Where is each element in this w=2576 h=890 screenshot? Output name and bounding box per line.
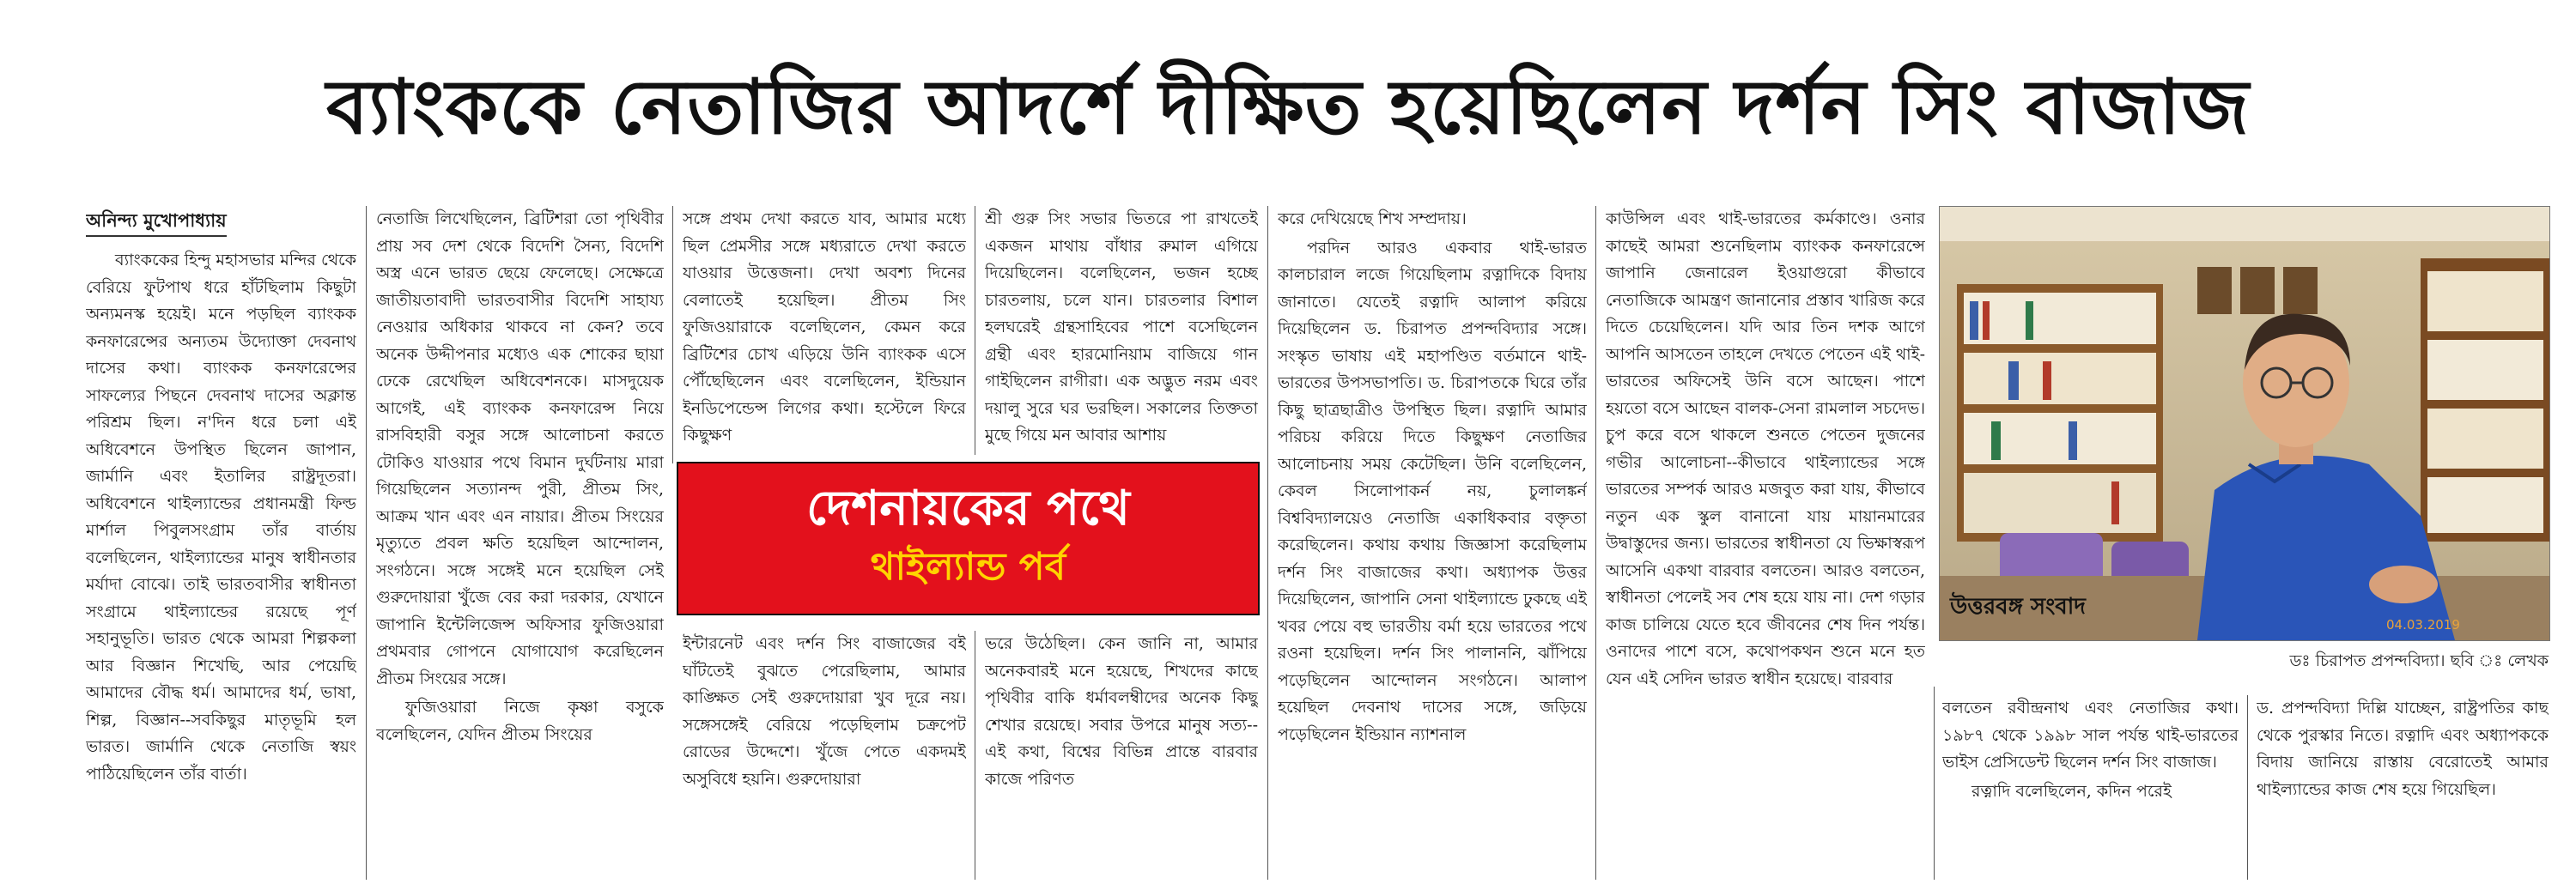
- article-photo: [1939, 206, 2550, 641]
- paragraph: সঙ্গে প্রথম দেখা করতে যাব, আমার মধ্যে ছিল প্রেমসীর সঙ্গে মধ্যরাতে দেখা করতে যাওয়ার উত্তেজনা। দেখা অবশ্য দিনের বেলাতেই হয়েছিল। প্রীতম সিং ফুজিওয়ারাকে বলেছিলেন, কেমন করে ব্রিটিশের চোখ এড়িয়ে উনি ব্যাংকক এসে পৌঁছেছিলেন এবং বলেছিলেন, ইন্ডিয়ান ইনডিপেন্ডেন্স লিগের কথা। হস্টেলে ফিরে কিছুক্ষণ: [683, 209, 966, 445]
- paragraph: ফুজিওয়ারা নিজে কৃষ্ণা বসুকে বলেছিলেন, যেদিন প্রীতম সিংয়ের: [376, 698, 664, 744]
- banner-subtitle: থাইল্যান্ড পর্ব: [870, 545, 1066, 589]
- column-rule: [366, 206, 367, 880]
- portrait-photo-illustration: [1940, 207, 2549, 640]
- article-column-1: [86, 206, 356, 884]
- paragraph: কাউন্সিল এবং থাই-ভারতের কর্মকাণ্ডে। ওনার কাছেই আমরা শুনেছিলাম ব্যাংকক কনফারেন্সে জাপানি জেনারেল ইওয়াগুরো কীভাবে নেতাজিকে আমন্ত্রণ জানানোর প্রস্তাব খারিজ করে দিতে চেয়েছিলেন। যদি আর তিন দশক আগে আপনি আসতেন তাহলে দেখতে পেতেন এই থাই-ভারতের অফিসেই উনি বসে আছেন। পাশে হয়তো বসে আছেন বালক-সেনা রামলাল সচদেভ। চুপ করে বসে থাকলে শুনতে পেতেন দুজনের গভীর আলোচনা--কীভাবে থাইল্যান্ডের সঙ্গে ভারতের সম্পর্ক আরও মজবুত করা যায়, কীভাবে নতুন এক স্কুল বানানো যায় মায়ানমারের উদ্বাস্তুদের জন্য। ভারতের স্বাধীনতা যে ভিক্ষাস্বরূপ আসেনি একথা বারবার বলতেন। আরও বলতেন, স্বাধীনতা পেলেই সব শেষ হয়ে যায় না। দেশ গড়ার কাজ চালিয়ে যেতে হবে জীবনের শেষ দিন পর্যন্ত। ওনাদের পাশে বসে, কথোপকথন শুনে মনে হত যেন এই সেদিন ভারত স্বাধীন হয়েছে। বারবার: [1606, 209, 1925, 688]
- article-column-4-bottom: [985, 631, 1258, 884]
- paragraph: বলতেন রবীন্দ্রনাথ এবং নেতাজির কথা। ১৯৮৭ থেকে ১৯৯৮ সাল পর্যন্ত থাই-ভারতের ভাইস প্রেসিডেন্ট ছিলেন দর্শন সিং বাজাজ।: [1942, 699, 2239, 772]
- headline: ব্যাংককে নেতাজির আদর্শে দীক্ষিত হয়েছিলেন দর্শন সিং বাজাজ: [325, 63, 2251, 151]
- paragraph: ভরে উঠেছিল। কেন জানি না, আমার অনেকবারই মনে হয়েছে, শিখদের কাছে পৃথিবীর বাকি ধর্মাবলম্বীদের অনেক কিছু শেখার রয়েছে। সবার উপরে মানুষ সত্য--এই কথা, বিশ্বের বিভিন্ন প্রান্তে বারবার কাজে পরিণত: [985, 634, 1258, 789]
- column-rule: [2247, 695, 2248, 880]
- paragraph: ইন্টারনেট এবং দর্শন সিং বাজাজের বই ঘাঁটতেই বুঝতে পেরেছিলাম, আমার কাঙ্ক্ষিত সেই গুরুদোয়ারা খুব দূরে নয়। সঙ্গেসঙ্গেই বেরিয়ে পড়েছিলাম চক্রপেট রোডের উদ্দেশে। খুঁজে পেতে একদমই অসুবিধে হয়নি। গুরুদোয়ারা: [683, 634, 966, 789]
- banner-title: দেশনায়কের পথে: [806, 481, 1130, 536]
- photo-caption: ডঃ চিরাপত প্রপন্দবিদ্যা। ছবি ঃ লেখক: [2289, 651, 2549, 670]
- column-rule: [1595, 206, 1596, 880]
- article-column-5: [1278, 206, 1587, 884]
- article-column-8-bottom: [2257, 695, 2549, 884]
- paragraph: পরদিন আরও একবার থাই-ভারত কালচারাল লজে গিয়েছিলাম রত্নাদিকে বিদায় জানাতে। যেতেই রত্নাদি আলাপ করিয়ে দিয়েছিলেন ড. চিরাপত প্রপন্দবিদ্যার সঙ্গে। সংস্কৃত ভাষায় এই মহাপণ্ডিত বর্তমানে থাই-ভারতের উপসভাপতি। ড. চিরাপতকে ঘিরে তাঁর কিছু ছাত্রছাত্রীও উপস্থিত ছিল। রত্নাদি আমার পরিচয় করিয়ে দিতে কিছুক্ষণ নেতাজির আলোচনায় সময় কেটেছিল। উনি বলেছিলেন, কেবল সিলোপাকর্ন নয়, চুলালঙ্কর্ন বিশ্ববিদ্যালয়েও নেতাজি একাধিকবার বক্তৃতা করেছিলেন। কথায় কথায় জিজ্ঞাসা করেছিলাম দর্শন সিং বাজাজের কথা। অধ্যাপক উত্তর দিয়েছিলেন, জাপানি সেনা থাইল্যান্ডে ঢুকছে এই খবর পেয়ে বহু ভারতীয় বর্মা হয়ে ভারতের পথে রওনা হয়েছিল। দর্শন সিং পালাননি, ঝাঁপিয়ে পড়েছিলেন আন্দোলন সংগঠনে। আলাপ হয়েছিল দেবনাথ দাসের সঙ্গে, জড়িয়ে পড়েছিলেন ইন্ডিয়ান ন্যাশনাল: [1278, 238, 1587, 744]
- paragraph: নেতাজি লিখেছিলেন, ব্রিটিশরা তো পৃথিবীর প্রায় সব দেশ থেকে বিদেশি সৈন্য, বিদেশি অস্ত্র এনে ভারত ছেয়ে ফেলেছে। সেক্ষেত্রে জাতীয়তাবাদী ভারতবাসীর বিদেশি সাহায্য নেওয়ার অধিকার থাকবে না কেন? তবে অনেক উদ্দীপনার মধ্যেও এক শোকের ছায়া ঢেকে রেখেছিল অধিবেশনকে। মাসদুয়েক আগেই, এই ব্যাংকক কনফারেন্স নিয়ে রাসবিহারী বসুর সঙ্গে আলোচনা করতে টোকিও যাওয়ার পথে বিমান দুর্ঘটনায় মারা গিয়েছিলেন সত্যানন্দ পুরী, প্রীতম সিং, আক্রম খান এবং এন নায়ার। প্রীতম সিংয়ের মৃত্যুতে প্রবল ক্ষতি হয়েছিল আন্দোলন, সংগঠনে। সঙ্গে সঙ্গেই মনে হয়েছিল সেই গুরুদোয়ারা খুঁজে বের করা দরকার, যেখানে জাপানি ইন্টেলিজেন্স অফিসার ফুজিওয়ারা প্রথমবার গোপনে যোগাযোগ করেছিলেন প্রীতম সিংয়ের সঙ্গে।: [376, 209, 664, 688]
- article-column-6: [1606, 206, 1925, 884]
- paragraph: রত্নাদি বলেছিলেন, কদিন পরেই: [1971, 781, 2172, 801]
- paragraph: ব্যাংককের হিন্দু মহাসভার মন্দির থেকে বেরিয়ে ফুটপাথ ধরে হাঁটছিলাম কিছুটা অন্যমনস্ক হয়েই। মনে পড়ছিল ব্যাংকক কনফারেন্সের অন্যতম উদ্যোক্তা দেবনাথ দাসের কথা। ব্যাংকক কনফারেন্সের সাফল্যের পিছনে দেবনাথ দাসের অক্লান্ত পরিশ্রম ছিল। ন'দিন ধরে চলা এই অধিবেশনে উপস্থিত ছিলেন জাপান, জার্মানি এবং ইতালির রাষ্ট্রদূতরা। অধিবেশনে থাইল্যান্ডের প্রধানমন্ত্রী ফিল্ড মার্শাল পিবুলসংগ্রাম তাঁর বার্তায় বলেছিলেন, থাইল্যান্ডের মানুষ স্বাধীনতার মর্যাদা বোঝে। তাই ভারতবাসীর স্বাধীনতা সংগ্রামে থাইল্যান্ডের রয়েছে পূর্ণ সহানুভূতি। ভারত থেকে আমরা শিল্পকলা আর বিজ্ঞান শিখেছি, আর পেয়েছি আমাদের বৌদ্ধ ধর্ম। আমাদের ধর্ম, ভাষা, শিল্প, বিজ্ঞান--সবকিছুর মাতৃভূমি হল ভারত। জার্মানি থেকে নেতাজি স্বয়ং পাঠিয়েছিলেন তাঁর বার্তা।: [86, 251, 356, 784]
- paragraph: করে দেখিয়েছে শিখ সম্প্রদায়।: [1278, 209, 1467, 228]
- column-rule: [672, 206, 673, 463]
- paragraph: ড. প্রপন্দবিদ্যা দিল্লি যাচ্ছেন, রাষ্ট্রপতির কাছ থেকে পুরস্কার নিতে। রত্নাদি এবং অধ্যাপককে বিদায় জানিয়ে রাস্তায় বেরোতেই আমার থাইল্যান্ডের কাজ শেষ হয়ে গিয়েছিল।: [2257, 699, 2549, 799]
- article-column-2: [376, 206, 664, 884]
- photo-watermark: উত্তরবঙ্গ সংবাদ: [1950, 594, 2086, 620]
- section-banner: [678, 463, 1258, 614]
- article-column-4-top: [985, 206, 1258, 455]
- byline: অনিন্দ্য মুখোপাধ্যায়: [86, 206, 227, 237]
- column-rule: [1267, 206, 1268, 880]
- paragraph: শ্রী গুরু সিং সভার ভিতরে পা রাখতেই একজন মাথায় বাঁধার রুমাল এগিয়ে দিয়েছিলেন। বলেছিলেন, ভজন হচ্ছে চারতলায়, চলে যান। চারতলার বিশাল হলঘরেই গ্রন্থসাহিবের পাশে বসেছিলেন গ্রন্থী এবং হারমোনিয়াম বাজিয়ে গান গাইছিলেন রাগীরা। এক অদ্ভুত নরম এবং দয়ালু সুরে ঘর ভরছিল। সকালের তিক্ততা মুছে গিয়ে মন আবার আশায়: [985, 209, 1258, 445]
- article-column-3-bottom: [683, 631, 966, 884]
- column-rule: [1934, 687, 1935, 880]
- article-column-3-top: [683, 206, 966, 455]
- article-column-7-bottom: [1942, 695, 2239, 884]
- photo-date-stamp: 04.03.2019: [2386, 617, 2460, 633]
